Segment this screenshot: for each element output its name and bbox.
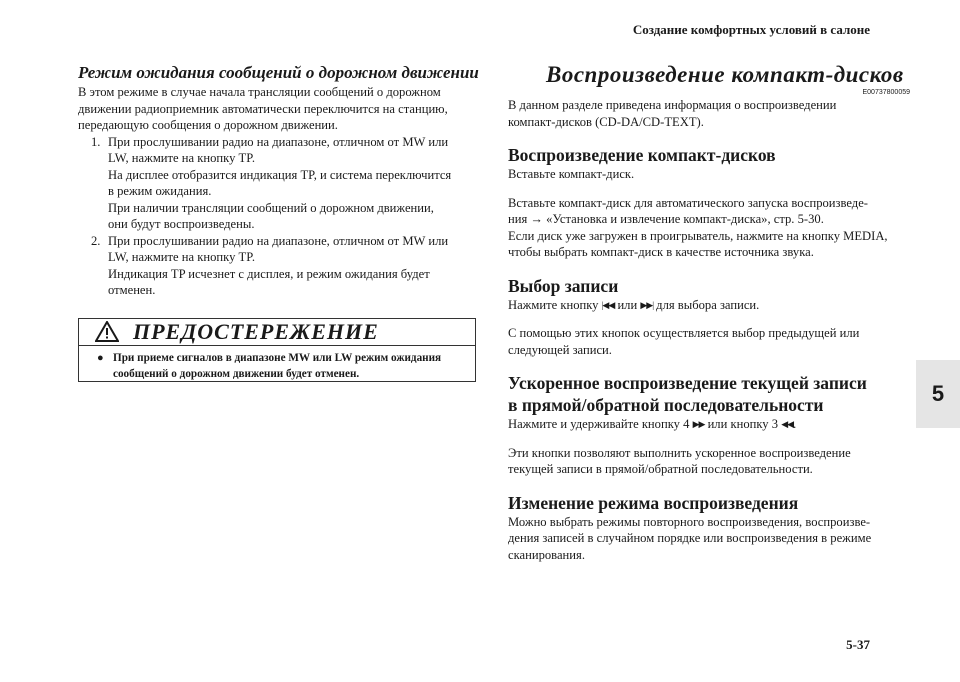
step-line: На дисплее отобразится индикация TP, и система переключится — [108, 167, 452, 182]
rewind-icon: ◀◀ — [781, 419, 794, 429]
page-number: 5-37 — [846, 637, 870, 652]
sec4-para-line: сканирования. — [508, 547, 585, 562]
sec3-text: или кнопку 3 — [707, 417, 779, 431]
traffic-standby-heading: Режим ожидания сообщений о дорожном движении — [78, 63, 479, 82]
section-title-track-select: Выбор записи — [508, 275, 619, 296]
steps-list — [78, 134, 480, 299]
cd-intro-line: компакт-дисков (CD-DA/CD-TEXT). — [508, 114, 704, 129]
step-2 — [78, 233, 480, 299]
sec2-para-line: следующей записи. — [508, 342, 612, 357]
traffic-standby-intro — [78, 84, 480, 134]
bullet-icon: ● — [97, 351, 104, 364]
right-column — [508, 62, 910, 563]
step-number: 2. — [91, 233, 101, 248]
sec2-text: Нажмите кнопку — [508, 297, 599, 312]
sec1-para-line: Вставьте компакт-диск для автоматического запуска воспроизведе- — [508, 195, 869, 210]
cd-playback-heading: Воспроизведение компакт-дисков — [546, 62, 904, 87]
intro-line: движении радиоприемник автоматически переключится на станцию, — [78, 101, 448, 116]
sec1-para-line: ния → «Установка и извлечение компакт-диска», стр. 5-30. — [508, 212, 824, 226]
left-column — [78, 63, 480, 382]
step-line: отменен. — [108, 283, 156, 297]
fast-forward-icon: ▶▶ — [692, 419, 705, 429]
warning-triangle-icon — [95, 321, 119, 347]
step-number: 1. — [91, 134, 101, 149]
sec3-para-line: текущей записи в прямой/обратной последовательности. — [508, 462, 813, 476]
intro-line: передающую сообщения о дорожном движении. — [78, 118, 338, 132]
sec2-para-line: С помощью этих кнопок осуществляется выбор предыдущей или — [508, 326, 860, 340]
doc-code: E00737800059 — [862, 89, 910, 96]
sec2-text: или — [617, 297, 638, 312]
section-title-fast-play: в прямой/обратной последовательности — [508, 395, 824, 415]
warning-line: сообщений о дорожном движении будет отменен. — [113, 367, 360, 380]
sec2-text: для выбора записи. — [656, 297, 760, 312]
sec3-para-line: Эти кнопки позволяют выполнить ускоренное воспроизведение — [508, 445, 851, 460]
step-line: Индикация TP исчезнет с дисплея, и режим ожидания будет — [108, 266, 430, 281]
sec3-text: . — [793, 417, 797, 431]
step-line: LW, нажмите на кнопку TP. — [108, 250, 255, 264]
intro-line: В этом режиме в случае начала трансляции сообщений о дорожном — [78, 85, 441, 99]
warning-body — [79, 346, 475, 382]
sec4-para-line: дения записей в случайном порядке или воспроизведения в режиме — [508, 531, 872, 545]
step-line: в режим ожидания. — [108, 184, 212, 198]
sec3-line — [508, 416, 910, 433]
step-line: При наличии трансляции сообщений о дорожном движении, — [108, 200, 434, 215]
prev-track-icon: |◀◀ — [601, 299, 615, 310]
sec1-para-line: Если диск уже загружен в проигрыватель, нажмите на кнопку MEDIA, — [508, 228, 888, 243]
warning-title-row — [79, 319, 475, 346]
sec2-line — [508, 297, 910, 314]
sec3-text: Нажмите и удерживайте кнопку 4 — [508, 417, 690, 431]
running-header: Создание комфортных условий в салоне — [632, 22, 870, 37]
step-1 — [78, 134, 480, 233]
section-title-fast-play: Ускоренное воспроизведение текущей записи — [508, 373, 867, 393]
sec1-line: Вставьте компакт-диск. — [508, 167, 635, 181]
step-line: При прослушивании радио на диапазоне, отличном от MW или — [108, 134, 449, 149]
cd-intro-line: В данном разделе приведена информация о воспроизведении — [508, 98, 837, 112]
section-title-play-mode: Изменение режима воспроизведения — [508, 492, 799, 513]
next-track-icon: ▶▶| — [640, 299, 654, 310]
step-line: LW, нажмите на кнопку TP. — [108, 151, 255, 165]
sec1-para-line: чтобы выбрать компакт-диск в качестве источника звука. — [508, 245, 814, 259]
step-line: они будут воспроизведены. — [108, 217, 255, 231]
warning-box — [78, 318, 476, 382]
warning-title: ПРЕДОСТЕРЕЖЕНИЕ — [133, 318, 379, 344]
step-line: При прослушивании радио на диапазоне, отличном от MW или — [108, 233, 449, 248]
warning-line: При приеме сигналов в диапазоне MW или LW режим ожидания — [113, 351, 442, 364]
chapter-tab: 5 — [916, 360, 960, 428]
section-title-cd-playback: Воспроизведение компакт-дисков — [508, 145, 776, 165]
sec4-para-line: Можно выбрать режимы повторного воспроизведения, воспроизве- — [508, 514, 871, 529]
